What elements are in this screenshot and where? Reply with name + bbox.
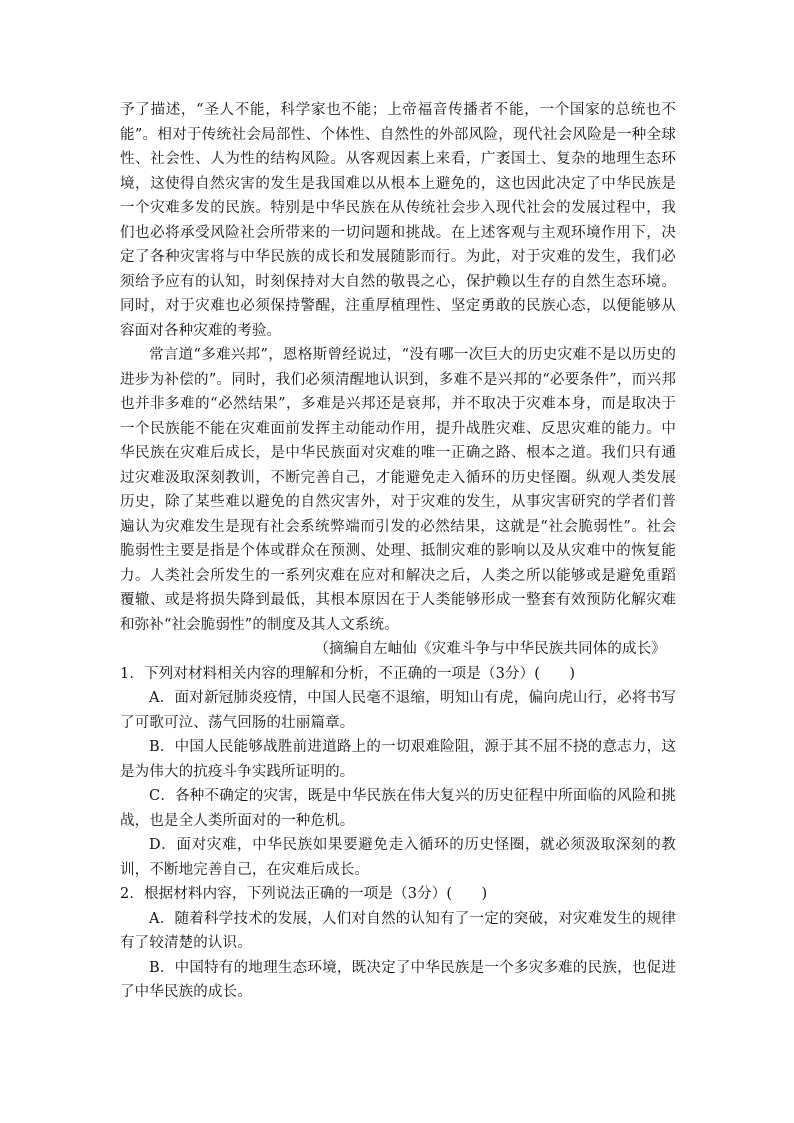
question-stem: 1．下列对材料相关内容的理解和分析，不正确的一项是（3分）( ) [120,665,576,682]
option-a: A．随着科学技术的发展，人们对自然的认知有了一定的突破，对灾难发生的规律有了较清楚的认识。 [120,910,676,951]
option-b: B．中国特有的地理生态环境，既决定了中华民族是一个多灾多难的民族，也促进了中华民族的成长。 [120,959,676,1000]
paragraph-disaster-nation: 常言道“多难兴邦”，恩格斯曾经说过，“没有哪一次巨大的历史灾难不是以历史的进步为补偿的”。同时，我们必须清醒地认识到，多难不是兴邦的“必要条件”，而兴邦也并非多难的“必然结果”，多难是兴邦还是衰邦，并不取决于灾难本身，而是取决于一个民族能不能在灾难面前发挥主动能动作用，提升战胜灾难、反思灾难的能力。中华民族在灾难后成长，是中华民族面对灾难的唯一正确之路、根本之道。我们只有通过灾难汲取深刻教训，不断完善自己，才能避免走入循环的历史怪圈。纵观人类发展历史，除了某些难以避免的自然灾害外，对于灾难的发生，从事灾害研究的学者们普遍认为灾难发生是现有社会系统弊端而引发的必然结果，这就是“社会脆弱性”。社会脆弱性主要是指是个体或群众在预测、处理、抵制灾难的影响以及从灾难中的恢复能力。人类社会所发生的一系列灾难在应对和解决之后，人类之所以能够或是避免重蹈覆辙、或是将损失降到最低，其根本原因在于人类能够形成一整套有效预防化解灾难和弥补“社会脆弱性”的制度及其人文系统。 [120,347,676,633]
option-d: D．面对灾难，中华民族如果要避免走入循环的历史怪圈，就必须汲取深刻的教训，不断地完善自己，在灾难后成长。 [120,837,676,878]
option-b: B．中国人民能够战胜前进道路上的一切艰难险阻，源于其不屈不挠的意志力，这是为伟大的抗疫斗争实践所证明的。 [120,739,676,780]
question-2 [120,882,676,1005]
source-citation: （摘编自左岫仙《灾难斗争与中华民族共同体的成长》 [314,641,666,657]
document-page [120,98,676,1005]
option-a: A．面对新冠肺炎疫情，中国人民毫不退缩，明知山有虎，偏向虎山行，必将书写了可歌可泣、荡气回肠的壮丽篇章。 [120,690,676,731]
paragraph-risk-society: 予了描述，“圣人不能，科学家也不能；上帝福音传播者不能，一个国家的总统也不能”。相对于传统社会局部性、个体性、自然性的外部风险，现代社会风险是一种全球性、社会性、人为性的结构风险。从客观因素上来看，广袤国土、复杂的地理生态环境，这使得自然灾害的发生是我国难以从根本上避免的，这也因此决定了中华民族是一个灾难多发的民族。特别是中华民族在从传统社会步入现代社会的发展过程中，我们也必将承受风险社会所带来的一切问题和挑战。在上述客观与主观环境作用下，决定了各种灾害将与中华民族的成长和发展随影而行。为此，对于灾难的发生，我们必须给予应有的认知，时刻保持对大自然的敬畏之心，保护赖以生存的自然生态环境。同时，对于灾难也必须保持警醒，注重厚植理性、坚定勇敢的民族心态，以便能够从容面对各种灾难的考验。 [120,102,676,339]
question-stem: 2．根据材料内容，下列说法正确的一项是（3分）( ) [120,886,488,902]
question-1 [120,662,676,883]
option-c: C．各种不确定的灾害，既是中华民族在伟大复兴的历史征程中所面临的风险和挑战，也是全人类所面对的一种危机。 [120,788,676,829]
